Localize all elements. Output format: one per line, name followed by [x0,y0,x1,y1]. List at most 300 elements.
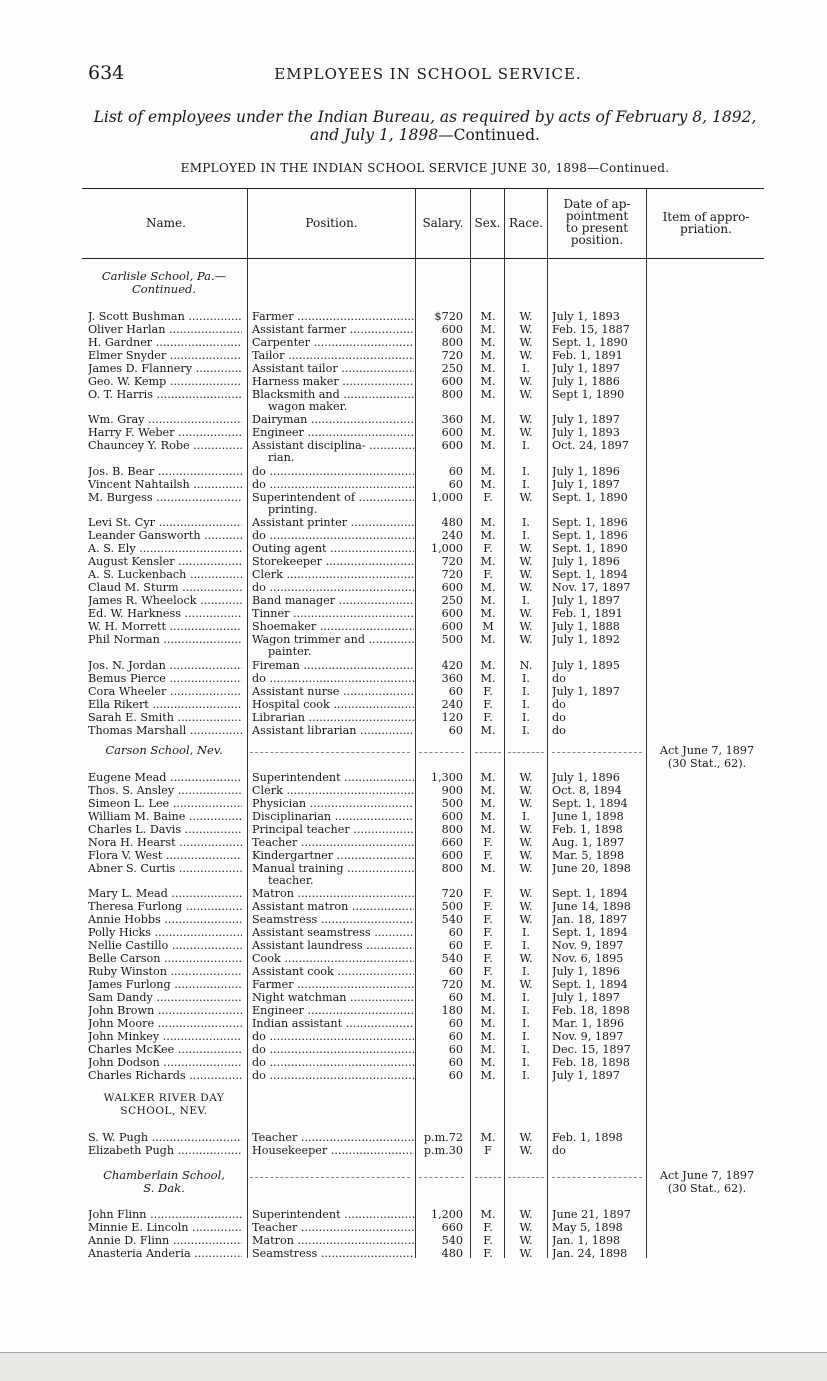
appointment-date: Jan. 18, 1897 [552,913,628,926]
employee-salary: 660 [441,836,463,849]
employee-sex: M. [480,797,496,810]
employee-position: Farmer ..... [252,978,414,991]
employee-sex: M. [480,862,496,875]
employee-position: Seamstress ..... [252,1247,414,1260]
employee-salary: 420 [441,659,463,672]
employee-name: James D. Flannery ..... [88,362,242,375]
employee-sex: M. [480,1069,496,1082]
employee-race: W. [519,555,533,568]
employee-position: Clerk ..... [252,568,414,581]
employee-name: Nora H. Hearst ..... [88,836,242,849]
employee-name: Oliver Harlan ..... [88,323,242,336]
employee-salary: 250 [441,594,463,607]
date-header-line: to present [565,221,629,235]
employee-sex: M. [480,1043,496,1056]
employee-race: W. [519,581,533,594]
employee-position: do ..... [252,672,414,685]
employee-race: I. [522,965,530,978]
employee-sex: F. [483,939,493,952]
running-title: EMPLOYEES IN SCHOOL SERVICE. [274,65,582,83]
employee-sex: M. [480,388,496,401]
table-row [0,581,827,594]
appointment-date: Sept. 1, 1894 [552,978,628,991]
employee-position: Assistant seamstress ..... [252,926,414,939]
table-row [0,887,827,900]
appointment-date: Feb. 18, 1898 [552,1056,630,1069]
employee-position: Engineer ..... [252,1004,414,1017]
employee-sex: M. [480,1030,496,1043]
appointment-date: Feb. 1, 1891 [552,349,623,362]
appointment-date: May 5, 1898 [552,1221,623,1234]
employee-race: W. [519,542,533,555]
appointment-date: Feb. 15, 1887 [552,323,630,336]
employee-race: W. [519,1208,533,1221]
employee-race: I. [522,1004,530,1017]
employee-name: H. Gardner ..... [88,336,242,349]
employee-position-continued: painter. [268,645,312,658]
appointment-date: Nov. 6, 1895 [552,952,624,965]
employee-name: Flora V. West ..... [88,849,242,862]
appointment-date: Oct. 24, 1897 [552,439,629,452]
employee-salary: 1,000 [430,491,463,504]
employee-name: John Flinn ..... [88,1208,242,1221]
employee-race: W. [519,375,533,388]
appointment-date: July 1, 1892 [552,633,620,646]
appointment-date: July 1, 1897 [552,594,620,607]
employee-position-continued: teacher. [268,874,314,887]
employee-name: John Dodson ..... [88,1056,242,1069]
table-row [0,991,827,1004]
table-row-continuation [0,451,827,464]
group-heading-line: Carlisle School, Pa.— [101,269,227,283]
employee-race: I. [522,724,530,737]
employee-salary: 60 [448,1043,463,1056]
employee-position: Assistant nurse ..... [252,685,414,698]
employee-name: Polly Hicks ..... [88,926,242,939]
table-row [0,542,827,555]
appointment-date: Dec. 15, 1897 [552,1043,631,1056]
employee-position: Harness maker ..... [252,375,414,388]
appointment-date: July 1, 1897 [552,1069,620,1082]
appointment-date: Sept. 1, 1894 [552,797,628,810]
employee-sex: M. [480,478,496,491]
employee-name: S. W. Pugh ..... [88,1131,242,1144]
employee-salary: 540 [441,952,463,965]
employee-name: Simeon L. Lee ..... [88,797,242,810]
employee-salary: 60 [448,1017,463,1030]
table-row [0,836,827,849]
employee-name: Ed. W. Harkness ..... [88,607,242,620]
table-row [0,1030,827,1043]
employee-salary: 60 [448,939,463,952]
employee-name: Ruby Winston ..... [88,965,242,978]
appointment-date: July 1, 1888 [552,620,620,633]
group-heading-walker-river [84,1092,244,1118]
column-header-salary: Salary. [422,216,464,230]
employee-salary: 800 [441,388,463,401]
employee-salary: 240 [441,529,463,542]
employee-salary: 1,200 [430,1208,463,1221]
employee-name: M. Burgess ..... [88,491,242,504]
employee-salary: 600 [441,439,463,452]
employee-position: Tinner ..... [252,607,414,620]
employee-salary: 60 [448,1056,463,1069]
employee-position: Clerk ..... [252,784,414,797]
employee-name: A. S. Ely ..... [88,542,242,555]
employee-race: I. [522,1043,530,1056]
employee-sex: F [484,1144,492,1157]
table-row [0,784,827,797]
group-separator [250,752,410,753]
employee-salary: 60 [448,685,463,698]
employee-sex: F. [483,1234,493,1247]
employee-race: N. [519,659,533,672]
employee-race: W. [519,1247,533,1260]
employee-name: Harry F. Weber ..... [88,426,242,439]
employee-salary: 800 [441,336,463,349]
employee-race: W. [519,1221,533,1234]
employee-race: I. [522,939,530,952]
appointment-date: June 1, 1898 [552,810,624,823]
employee-salary: 60 [448,991,463,1004]
table-row [0,465,827,478]
appointment-date: July 1, 1896 [552,771,620,784]
appointment-date: Mar. 1, 1896 [552,1017,625,1030]
appointment-date: July 1, 1897 [552,685,620,698]
appointment-date: Nov. 9, 1897 [552,939,624,952]
employee-salary: 540 [441,1234,463,1247]
table-row [0,1131,827,1144]
employee-position: Assistant laundress ..... [252,939,414,952]
table-row [0,413,827,426]
employee-name: August Kensler ..... [88,555,242,568]
employee-salary: 60 [448,724,463,737]
employee-salary: 600 [441,810,463,823]
employee-position: Assistant cook ..... [252,965,414,978]
appointment-date: Jan. 24, 1898 [552,1247,628,1260]
employee-salary: 600 [441,607,463,620]
table-row [0,516,827,529]
appointment-date: July 1, 1896 [552,465,620,478]
employee-salary: 720 [441,887,463,900]
appointment-date: Sept. 1, 1894 [552,568,628,581]
employee-position: Dairyman ..... [252,413,414,426]
employee-sex: M. [480,1056,496,1069]
employee-race: I. [522,1069,530,1082]
employee-name: Belle Carson ..... [88,952,242,965]
employee-name: Elizabeth Pugh ..... [88,1144,242,1157]
appointment-date: July 1, 1886 [552,375,620,388]
employee-sex: M. [480,581,496,594]
table-row [0,1144,827,1157]
employee-position: Superintendent ..... [252,1208,414,1221]
group-heading-chamberlain [84,1169,244,1195]
employee-sex: M. [480,555,496,568]
table-row [0,620,827,633]
employee-name: Minnie E. Lincoln ..... [88,1221,242,1234]
employee-name: Leander Gansworth ..... [88,529,242,542]
appointment-date: Sept. 1, 1890 [552,542,628,555]
employee-name: J. Scott Bushman ..... [88,310,242,323]
employee-salary: 720 [441,555,463,568]
employee-sex: F. [483,965,493,978]
table-row [0,310,827,323]
appropriation-chamberlain [650,1169,764,1195]
employee-sex: F. [483,698,493,711]
employee-name: Thomas Marshall ..... [88,724,242,737]
employee-position: Teacher ..... [252,1131,414,1144]
employee-sex: F. [483,568,493,581]
employee-name: Jos. N. Jordan ..... [88,659,242,672]
appointment-date: July 1, 1893 [552,426,620,439]
employee-salary: 720 [441,978,463,991]
appointment-date: July 1, 1897 [552,991,620,1004]
date-header-line: Date of ap- [563,197,631,211]
employee-race: W. [519,836,533,849]
employee-position: Indian assistant ..... [252,1017,414,1030]
employee-name: Vincent Nahtailsh ..... [88,478,242,491]
column-header-position: Position. [305,216,358,230]
employee-position: do ..... [252,529,414,542]
table-row [0,1056,827,1069]
employee-position: do ..... [252,465,414,478]
employee-position: Engineer ..... [252,426,414,439]
employee-race: I. [522,1017,530,1030]
table-row [0,711,827,724]
table-row [0,672,827,685]
employee-race: W. [519,823,533,836]
group-heading-line: WALKER RIVER DAY [103,1092,225,1104]
employee-salary: 500 [441,797,463,810]
date-header-line: pointment [565,209,629,223]
employee-race: I. [522,465,530,478]
employee-position: Shoemaker ..... [252,620,414,633]
employee-name: Sam Dandy ..... [88,991,242,1004]
table-row-continuation [0,645,827,658]
employee-salary: 600 [441,375,463,388]
employee-sex: M. [480,349,496,362]
appointment-date: Oct. 8, 1894 [552,784,622,797]
column-header-appropriation [648,211,764,235]
appointment-date: July 1, 1895 [552,659,620,672]
employee-sex: M. [480,516,496,529]
subtitle-line-2 [80,126,770,144]
employee-race: W. [519,771,533,784]
employee-position: do ..... [252,1030,414,1043]
employee-race: W. [519,1131,533,1144]
appointment-date: do [552,672,566,685]
employee-race: I. [522,810,530,823]
employee-sex: F. [483,887,493,900]
employee-position: Superintendent ..... [252,771,414,784]
employee-position: do ..... [252,478,414,491]
employee-name: Annie D. Flinn ..... [88,1234,242,1247]
employee-name: A. S. Luckenbach ..... [88,568,242,581]
employee-sex: F. [483,542,493,555]
employee-position: Assistant disciplina- ..... [252,439,414,452]
employee-sex: F. [483,836,493,849]
table-header-rule [82,258,764,259]
table-row-continuation [0,503,827,516]
employee-position: Assistant matron ..... [252,900,414,913]
column-header-sex: Sex. [474,216,501,230]
subtitle-line-1: List of employees under the Indian Bureau, as required by acts of February 8, 1892, [93,108,757,126]
table-row [0,913,827,926]
table-row [0,939,827,952]
employee-race: W. [519,336,533,349]
employee-name: O. T. Harris ..... [88,388,242,401]
employee-position: Blacksmith and ..... [252,388,414,401]
appointment-date: do [552,698,566,711]
employee-sex: F. [483,900,493,913]
employee-name: Wm. Gray ..... [88,413,242,426]
employee-sex: M. [480,659,496,672]
employee-salary: 600 [441,323,463,336]
employee-salary: 240 [441,698,463,711]
table-row [0,426,827,439]
table-row [0,349,827,362]
employee-salary: 900 [441,784,463,797]
employee-position: Physician ..... [252,797,414,810]
employee-salary: 1,300 [430,771,463,784]
employee-race: I. [522,362,530,375]
table-row [0,926,827,939]
employee-sex: M. [480,991,496,1004]
page-number: 634 [88,62,125,84]
group-separator [419,1177,464,1178]
employee-name: James R. Wheelock ..... [88,594,242,607]
employee-position: Assistant farmer ..... [252,323,414,336]
table-row [0,900,827,913]
table-row [0,685,827,698]
employee-salary: 60 [448,1030,463,1043]
employee-position: Librarian ..... [252,711,414,724]
employee-sex: M. [480,439,496,452]
employee-race: W. [519,952,533,965]
employee-sex: M. [480,1004,496,1017]
column-header-name: Name. [146,216,186,230]
employee-position: Assistant printer ..... [252,516,414,529]
group-separator [508,1177,544,1178]
employee-sex: F. [483,913,493,926]
employee-race: I. [522,529,530,542]
group-heading-line: Continued. [131,282,197,296]
table-row [0,724,827,737]
employee-position: Matron ..... [252,1234,414,1247]
employee-name: Geo. W. Kemp ..... [88,375,242,388]
employee-position: Teacher ..... [252,1221,414,1234]
group-separator [552,1177,642,1178]
employee-salary: 540 [441,913,463,926]
employee-salary: 60 [448,1069,463,1082]
employee-name: Claud M. Sturm ..... [88,581,242,594]
appointment-date: July 1, 1893 [552,310,620,323]
appointment-date: Sept 1, 1890 [552,388,625,401]
employee-salary: p.m.30 [423,1144,463,1157]
employee-name: John Minkey ..... [88,1030,242,1043]
employee-sex: M. [480,594,496,607]
group-separator [250,1177,410,1178]
employee-position-continued: wagon maker. [268,400,348,413]
document-subtitle [80,108,770,144]
table-row [0,965,827,978]
employee-race: I. [522,439,530,452]
employee-position: Matron ..... [252,887,414,900]
table-row [0,810,827,823]
appointment-date: July 1, 1897 [552,362,620,375]
group-separator [508,752,544,753]
employee-race: I. [522,698,530,711]
table-row [0,375,827,388]
appointment-date: Mar. 5, 1898 [552,849,625,862]
employee-sex: M. [480,1131,496,1144]
employee-name: Charles Richards ..... [88,1069,242,1082]
employee-sex: F. [483,849,493,862]
item-header-line: Item of appro- [662,210,750,224]
employee-sex: M. [480,375,496,388]
table-row [0,952,827,965]
employee-sex: F. [483,952,493,965]
employee-sex: F. [483,491,493,504]
employee-name: Annie Hobbs ..... [88,913,242,926]
employee-salary: 500 [441,633,463,646]
appointment-date: Aug. 1, 1897 [552,836,625,849]
employee-name: Nellie Castillo ..... [88,939,242,952]
group-separator [475,752,501,753]
employee-salary: 60 [448,965,463,978]
employee-race: W. [519,797,533,810]
employee-race: W. [519,388,533,401]
appointment-date: Sept. 1, 1896 [552,516,628,529]
appointment-date: Feb. 1, 1891 [552,607,623,620]
employee-position: do ..... [252,1043,414,1056]
employee-race: I. [522,478,530,491]
table-row [0,1234,827,1247]
table-row [0,1043,827,1056]
appropriation-carson [650,744,764,770]
table-row [0,594,827,607]
employee-position: Assistant tailor ..... [252,362,414,375]
table-row [0,607,827,620]
employee-salary: 600 [441,581,463,594]
group-separator [419,752,464,753]
employee-salary: 600 [441,426,463,439]
table-row [0,1069,827,1082]
employee-salary: 360 [441,672,463,685]
table-row [0,362,827,375]
employee-race: W. [519,323,533,336]
employee-race: W. [519,310,533,323]
employee-name: John Moore ..... [88,1017,242,1030]
appointment-date: July 1, 1896 [552,555,620,568]
employee-salary: p.m.72 [423,1131,463,1144]
employee-race: W. [519,568,533,581]
table-row [0,1004,827,1017]
employee-race: I. [522,516,530,529]
employee-position: do ..... [252,1056,414,1069]
employee-sex: M. [480,323,496,336]
employee-sex: M. [480,529,496,542]
employee-position: Fireman ..... [252,659,414,672]
appropriation-line: Act June 7, 1897 [659,1169,755,1182]
table-row [0,698,827,711]
employee-salary: 60 [448,478,463,491]
table-row [0,568,827,581]
employee-race: W. [519,620,533,633]
appropriation-line: Act June 7, 1897 [659,744,755,757]
employee-position: Assistant librarian ..... [252,724,414,737]
employee-race: W. [519,413,533,426]
